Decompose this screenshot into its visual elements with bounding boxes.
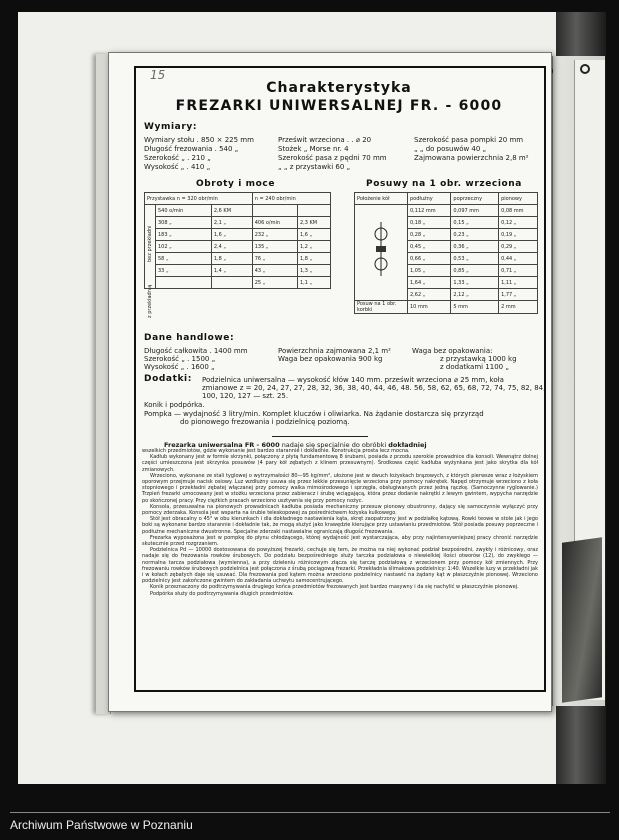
obroty-cell (252, 205, 297, 217)
posuwy-cell: 0,08 mm (499, 205, 538, 217)
obroty-cell: 1,8 „ (297, 253, 330, 265)
dodatki-line: do pionowego frezowania i podzielnicę poziomą. (180, 418, 350, 426)
posuwy-cell: 0,53 „ (451, 253, 499, 265)
dodatki-line: 100, 120, 127 — szt. 25. (202, 392, 289, 400)
obroty-cell: 43 „ (252, 265, 297, 277)
wymiary-line: Szerokość „ . 210 „ (144, 154, 211, 162)
handlowe-line: Długość całkowita . 1400 mm (144, 347, 248, 355)
obroty-cell: 1,2 „ (297, 241, 330, 253)
posuwy-cell: 2,12 „ (451, 289, 499, 301)
description-paragraph: Konik przeznaczony do podtrzymywania drugiego końca przedmiotów frezowanych jest bardzo masywny i da się nachylić w płaszczyźnie pionowej. (150, 584, 519, 591)
obroty-cell: 102 „ (156, 241, 212, 253)
obroty-head-b: n = 240 obr/min (252, 193, 330, 205)
obroty-side-label-bottom: z przekładnią (147, 284, 153, 318)
obroty-row (145, 253, 331, 265)
wymiary-line: Szerokość pasa pompki 20 mm (414, 136, 524, 144)
curled-page-corner (562, 537, 602, 703)
obroty-cell: 232 „ (252, 229, 297, 241)
obroty-cell: 58 „ (156, 253, 212, 265)
obroty-cell: 1,6 „ (297, 229, 330, 241)
wymiary-heading: Wymiary: (144, 122, 198, 132)
wymiary-line: Szerokość pasa z pędni 70 mm (278, 154, 387, 162)
obroty-head-a: Przystawka n = 320 obr/min (145, 193, 253, 205)
wymiary-line: Prześwit wrzeciona . . ⌀ 20 (278, 136, 372, 144)
obroty-side-label-top: bez przekładni (147, 225, 153, 262)
description-paragraph: Konsola, przesuwalna na pionowych prowadnicach kadłuba posiada mechaniczny przesuw pionowy obustronny, dający się samoczynnie wyłączyć przy pomocy zderzaka. Konsola jest wsparta na śrubie teleskopowej za pośrednictwem łożyska kulkowego. (142, 503, 538, 517)
posuwy-header-row (355, 193, 538, 205)
posuwy-cell: 2 mm (499, 301, 538, 314)
posuwy-table (354, 192, 538, 314)
posuwy-cell: 0,097 mm (451, 205, 499, 217)
handlowe-line: Waga bez opakowania 900 kg (278, 355, 383, 363)
posuwy-cell: 0,23 „ (451, 229, 499, 241)
obroty-table (144, 192, 331, 289)
footer-bar (0, 788, 619, 840)
description-paragraph: Podzielnica Pd — 10000 dostosowana do powyższej frezarki, cechuje się tem, że można na niej wykonać podział bezpośredni, zwykły i różnicowy, oraz nadaje się do frezowania rowków śrubowych. Do podziału bezpośredniego służy tarczka podziałowa o niewielkiej ilości otworów (12), do zwykłego — normalna tarcza podziałowa (wymienna), a przy dzieleniu różnicowym złącza się tarczę podziałową z wrzecionem przy pomocy kół zmiennych. Przy frezowaniu rowków śrubowych podzielnica jest połączona z śrubą pociągową frezarki. Przekładnia ślimakowa podzielnicy: 1:40. Wszelkie luzy w przekładni jak i w kołach zębatych daje się usuwać. Dla frezowania pod kątem można wrzeciono podzielnicy nastawić na żądany kąt w płaszczyźnie pionowej. Wrzeciono podzielnicy jest zakończone gwintem do zakładania uchwytu samocentrującego. (142, 547, 538, 585)
posuwy-col-header: pionowy (499, 193, 538, 205)
obroty-cell: 2,4 „ (211, 241, 252, 253)
wymiary-line: „ „ z przystawki 60 „ (278, 163, 351, 171)
title-line-1: Charakterystyka (266, 80, 412, 96)
archive-label: Archiwum Państwowe w Poznaniu (10, 818, 193, 832)
description-title-bold2: dokładniej (388, 441, 427, 449)
obroty-row (145, 241, 331, 253)
obroty-cell: 76 „ (252, 253, 297, 265)
handlowe-line: Powierzchnia zajmowana 2,1 m² (278, 347, 391, 355)
handlowe-heading: Dane handlowe: (144, 333, 235, 343)
handlowe-line: Wysokość „ . 1600 „ (144, 363, 215, 371)
obroty-cell: 1,3 „ (297, 265, 330, 277)
posuwy-cell: 1,11 „ (499, 277, 538, 289)
posuwy-cell: 0,112 mm (408, 205, 451, 217)
binder-ring-icon (580, 64, 590, 74)
dodatki-line: Pompka — wydajność 3 litry/min. Komplet kluczów i oliwiarka. Na żądanie dostarcza się przyrząd (144, 410, 484, 418)
posuwy-cell: 0,15 „ (451, 217, 499, 229)
posuwy-cell: 0,44 „ (499, 253, 538, 265)
posuwy-cell: 1,33 „ (451, 277, 499, 289)
description-paragraph: Stół jest obracalny o 45° w obu kierunkach i dla dokładnego nastawienia kąta, skręt zaopatrzony jest w podziałkę kątową. Rowki teowe w stole jak i jego boki są wykonane bardzo starannie i dokładnie tak, że mogą służyć jako krawędzie kierujące przy ustawianiu przedmiotów. Stół posiada posuwy poprzeczne i podłużne mechaniczne dwustronne. Specjalne zderzaki nastawialne ograniczają długość frezowania. (142, 516, 538, 535)
description-title-bold: Frezarka uniwersalna FR - 6000 (164, 441, 280, 449)
posuwy-footer-row (355, 301, 538, 314)
gear-diagram-cell (355, 205, 408, 301)
posuwy-cell: 0,85 „ (451, 265, 499, 277)
posuwy-cell: 1,64 „ (408, 277, 451, 289)
description-title-rest: nadaje się specjalnie do obróbki (281, 441, 387, 449)
obroty-cell (211, 277, 252, 289)
obroty-row (145, 265, 331, 277)
description-paragraph: Frezarka wyposażona jest w pompkę do płynu chłodzącego, której wydajność jest wystarczająca, aby przy najintensywniejszej pracy chronić narzędzie skutecznie przed rozgrzaniem. (142, 534, 538, 548)
obroty-row (145, 229, 331, 241)
posuwy-cell: 1,05 „ (408, 265, 451, 277)
obroty-cell: 183 „ (156, 229, 212, 241)
posuwy-col-header: poprzeczny (451, 193, 499, 205)
posuwy-cell: 0,12 „ (499, 217, 538, 229)
obroty-cell: 33 „ (156, 265, 212, 277)
obroty-cell: 1,8 „ (211, 253, 252, 265)
handlowe-line: z dodatkami 1100 „ (440, 363, 509, 371)
wymiary-line: Długość frezowania . 540 „ (144, 145, 239, 153)
posuwy-cell: 0,66 „ (408, 253, 451, 265)
posuwy-col-header: Położenie kół (355, 193, 408, 205)
obroty-side-cell (145, 205, 156, 289)
title-line-2: FREZARKI UNIWERSALNEJ FR. - 6000 (175, 98, 503, 114)
description-body (142, 448, 538, 597)
wymiary-line: Stożek „ Morse nr. 4 (278, 145, 349, 153)
description-paragraph: Wrzeciono, wykonane ze stali tyglowej o wytrzymałości 80—95 kg/mm², ułożone jest w dwuch łożyskach brązowych, z których pierwsze wraz z łożyskiem oporowym przejmuje nacisk osiowy. Luz wzdłużny usuwa się przez lekkie przesunięcie wrzeciona przy pomocy nakrętek. Napęd otrzymuje wrzeciono z koła stopniowego i przekładni zębatej włączanej przy pomocy walka mimośrodowego i sprzęgła, obsługiwanych przez jedną rączkę. (Samoczynne ryglowanie.) Trzpień frezarki umocowany jest w stożku wrzeciona przez zabieracz i śrubę wciągającą, która przez dodanie nakrętki z lewym gwintem, wypycha narzędzie po skończonej pracy. Przy ciężkich pracach wrzeciono usztywnia się przy pomocy nożyc. (142, 472, 538, 504)
posuwy-cell: 0,29 „ (499, 241, 538, 253)
obroty-cell: 25 „ (252, 277, 297, 289)
obroty-row (145, 277, 331, 289)
posuwy-cell: 0,71 „ (499, 265, 538, 277)
gear-position-icon (366, 212, 396, 292)
obroty-cell: 2,3 KM (297, 217, 330, 229)
obroty-row (145, 217, 331, 229)
wymiary-line: „ „ do posuwów 40 „ (414, 145, 487, 153)
posuwy-cell: 1,77 „ (499, 289, 538, 301)
wymiary-line: Wysokość „ . 410 „ (144, 163, 211, 171)
posuwy-cell: 0,36 „ (451, 241, 499, 253)
obroty-cell: 2,6 KM (211, 205, 252, 217)
handlowe-line: Waga bez opakowania: (412, 347, 493, 355)
posuwy-heading: Posuwy na 1 obr. wrzeciona (366, 179, 522, 189)
posuwy-cell: 5 mm (451, 301, 499, 314)
footer-rule (10, 812, 610, 813)
dodatki-line: zmianowe z = 20, 24, 27, 27, 28, 32, 36, 38, 40, 44, 46, 48. 56, 58, 62, 65, 68, 72, 74, 75, 82, 84, (202, 384, 546, 392)
dodatki-label: Dodatki: (144, 374, 192, 384)
obroty-cell (156, 277, 212, 289)
posuwy-row (355, 205, 538, 217)
pencil-annotation: 15 (150, 68, 166, 82)
dodatki-line: Konik i podpórka. (144, 401, 205, 409)
obroty-cell: 406 o/min (252, 217, 297, 229)
section-divider (272, 436, 368, 437)
posuwy-cell: 10 mm (408, 301, 451, 314)
obroty-cell: 1,1 „ (297, 277, 330, 289)
posuwy-col-header: podłużny (408, 193, 451, 205)
posuwy-cell: 0,28 „ (408, 229, 451, 241)
posuwy-footer-label: Posuw na 1 obr. korbki (355, 301, 408, 314)
obroty-cell: 2,1 „ (211, 217, 252, 229)
description-paragraph: Podpórka służy do podtrzymywania długich przedmiotów. (150, 590, 294, 597)
wymiary-line: Zajmowana powierzchnia 2,8 m² (414, 154, 529, 162)
obroty-cell: 1,4 „ (211, 265, 252, 277)
posuwy-cell: 0,19 „ (499, 229, 538, 241)
handlowe-line: z przystawką 1000 kg (440, 355, 517, 363)
obroty-cell: 308 „ (156, 217, 212, 229)
dodatki-line: Podzielnica uniwersalna — wysokość kłów 140 mm. prześwit wrzeciona ⌀ 25 mm, koła (202, 376, 504, 384)
wymiary-line: Wymiary stołu . 850 × 225 mm (144, 136, 254, 144)
handlowe-line: Szerokość „ . 1500 „ (144, 355, 216, 363)
posuwy-cell: 0,45 „ (408, 241, 451, 253)
description-paragraph: Kadłub wykonany jest w formie skrzynki, połączony z płytą fundamentową 8 śrubami, posiada z przodu szerokie prowadnice dla konsoli. Wewnątrz dolnej części umieszczona jest skrzynka posuwów (4 pary kół zębatych z klinem przesuwnym). Środkowa część kadłuba wyżynkana jest jako skrytka dla kół zmianowych. (142, 454, 538, 473)
obroty-cell: 1,6 „ (211, 229, 252, 241)
posuwy-cell: 2,62 „ (408, 289, 451, 301)
description-paragraph: wszelkich przedmiotów, gdzie wykonanie jest bardzo starannie i dokładnie. Konstrukcja prosta lecz mocna. (142, 448, 410, 454)
obroty-heading: Obroty i moce (196, 179, 276, 189)
obroty-cell: 135 „ (252, 241, 297, 253)
posuwy-cell: 0,18 „ (408, 217, 451, 229)
obroty-cell: 540 o/min (156, 205, 212, 217)
obroty-cell (297, 205, 330, 217)
